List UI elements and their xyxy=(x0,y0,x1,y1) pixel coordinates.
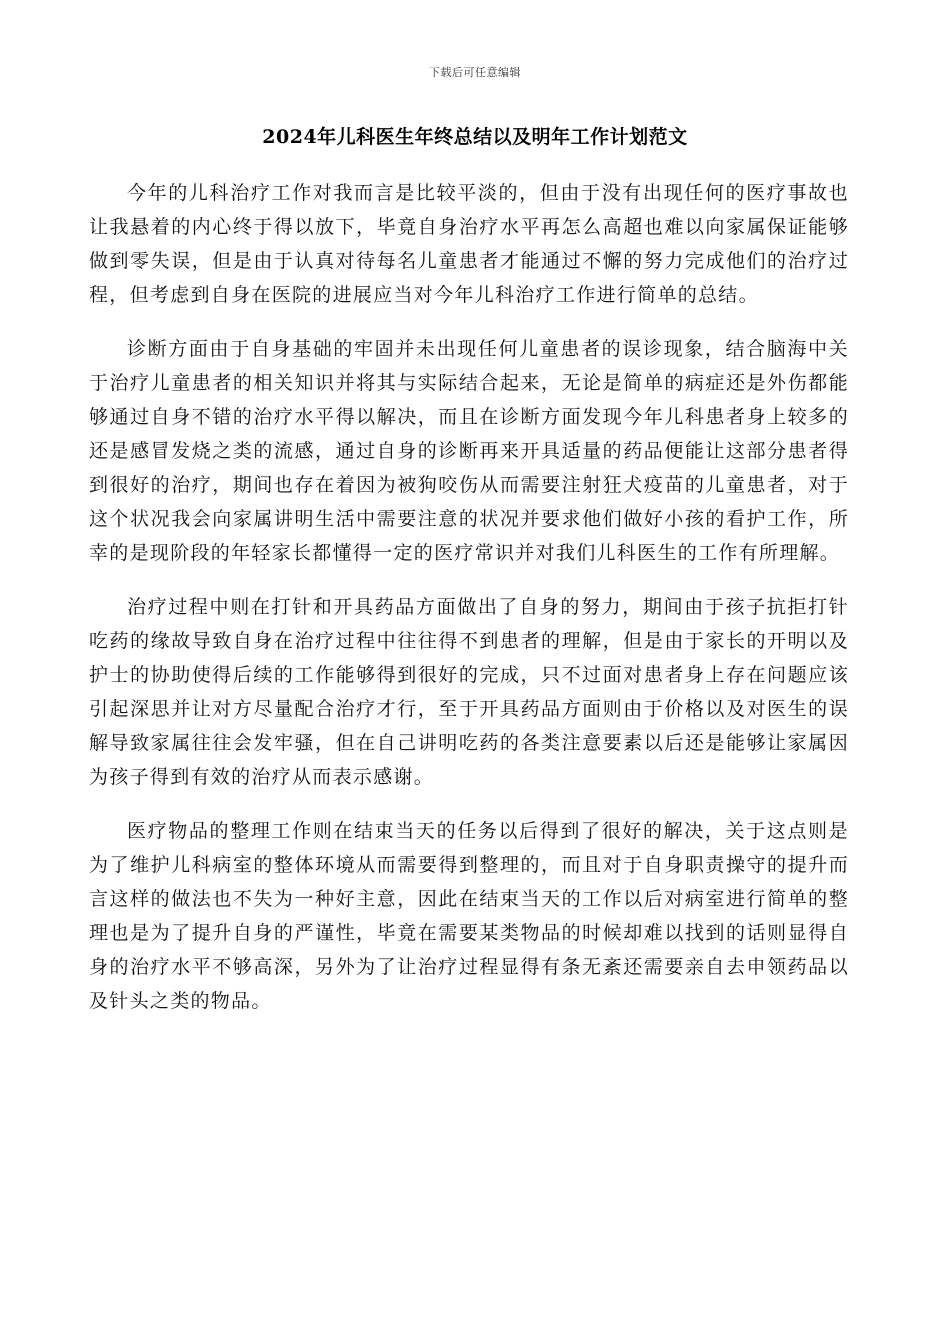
paragraph-supplies: 医疗物品的整理工作则在结束当天的任务以后得到了很好的解决，关于这点则是为了维护儿科病室的整体环境从而需要得到整理的，而且对于自身职责操守的提升而言这样的做法也不失为一种好主意，因此在结束当天的工作以后对病室进行简单的整理也是为了提升自身的严谨性，毕竟在需要某类物品的时候却难以找到的话则显得自身的治疗水平不够高深，另外为了让治疗过程显得有条无紊还需要亲自去申领药品以及针头之类的物品。 xyxy=(89,820,849,1012)
paragraph-treatment: 治疗过程中则在打针和开具药品方面做出了自身的努力，期间由于孩子抗拒打针吃药的缘故导致自身在治疗过程中往往得不到患者的理解，但是由于家长的开明以及护士的协助使得后续的工作能够得到很好的完成，只不过面对患者身上存在问题应该引起深思并让对方尽量配合治疗才行，至于开具药品方面则由于价格以及对医生的误解导致家属往往会发牢骚，但在自己讲明吃药的各类注意要素以后还是能够让家属因为孩子得到有效的治疗从而表示感谢。 xyxy=(89,596,849,788)
paragraph-diagnosis: 诊断方面由于自身基础的牢固并未出现任何儿童患者的误诊现象，结合脑海中关于治疗儿童患者的相关知识并将其与实际结合起来，无论是简单的病症还是外伤都能够通过自身不错的治疗水平得以解决，而且在诊断方面发现今年儿科患者身上较多的还是感冒发烧之类的流感，通过自身的诊断再来开具适量的药品便能让这部分患者得到很好的治疗，期间也存在着因为被狗咬伤从而需要注射狂犬疫苗的儿童患者，对于这个状况我会向家属讲明生活中需要注意的状况并要求他们做好小孩的看护工作，所幸的是现阶段的年轻家长都懂得一定的医疗常识并对我们儿科医生的工作有所理解。 xyxy=(89,338,849,564)
document-body xyxy=(89,176,849,1038)
paragraph-summary: 今年的儿科治疗工作对我而言是比较平淡的，但由于没有出现任何的医疗事故也让我悬着的内心终于得以放下，毕竟自身治疗水平再怎么高超也难以向家属保证能够做到零失误，但是由于认真对待每名儿童患者才能通过不懈的努力完成他们的治疗过程，但考虑到自身在医院的进展应当对今年儿科治疗工作进行简单的总结。 xyxy=(89,182,849,306)
document-title: 2024年儿科医生年终总结以及明年工作计划范文 xyxy=(262,126,688,148)
header-note: 下载后可任意编辑 xyxy=(429,66,521,79)
